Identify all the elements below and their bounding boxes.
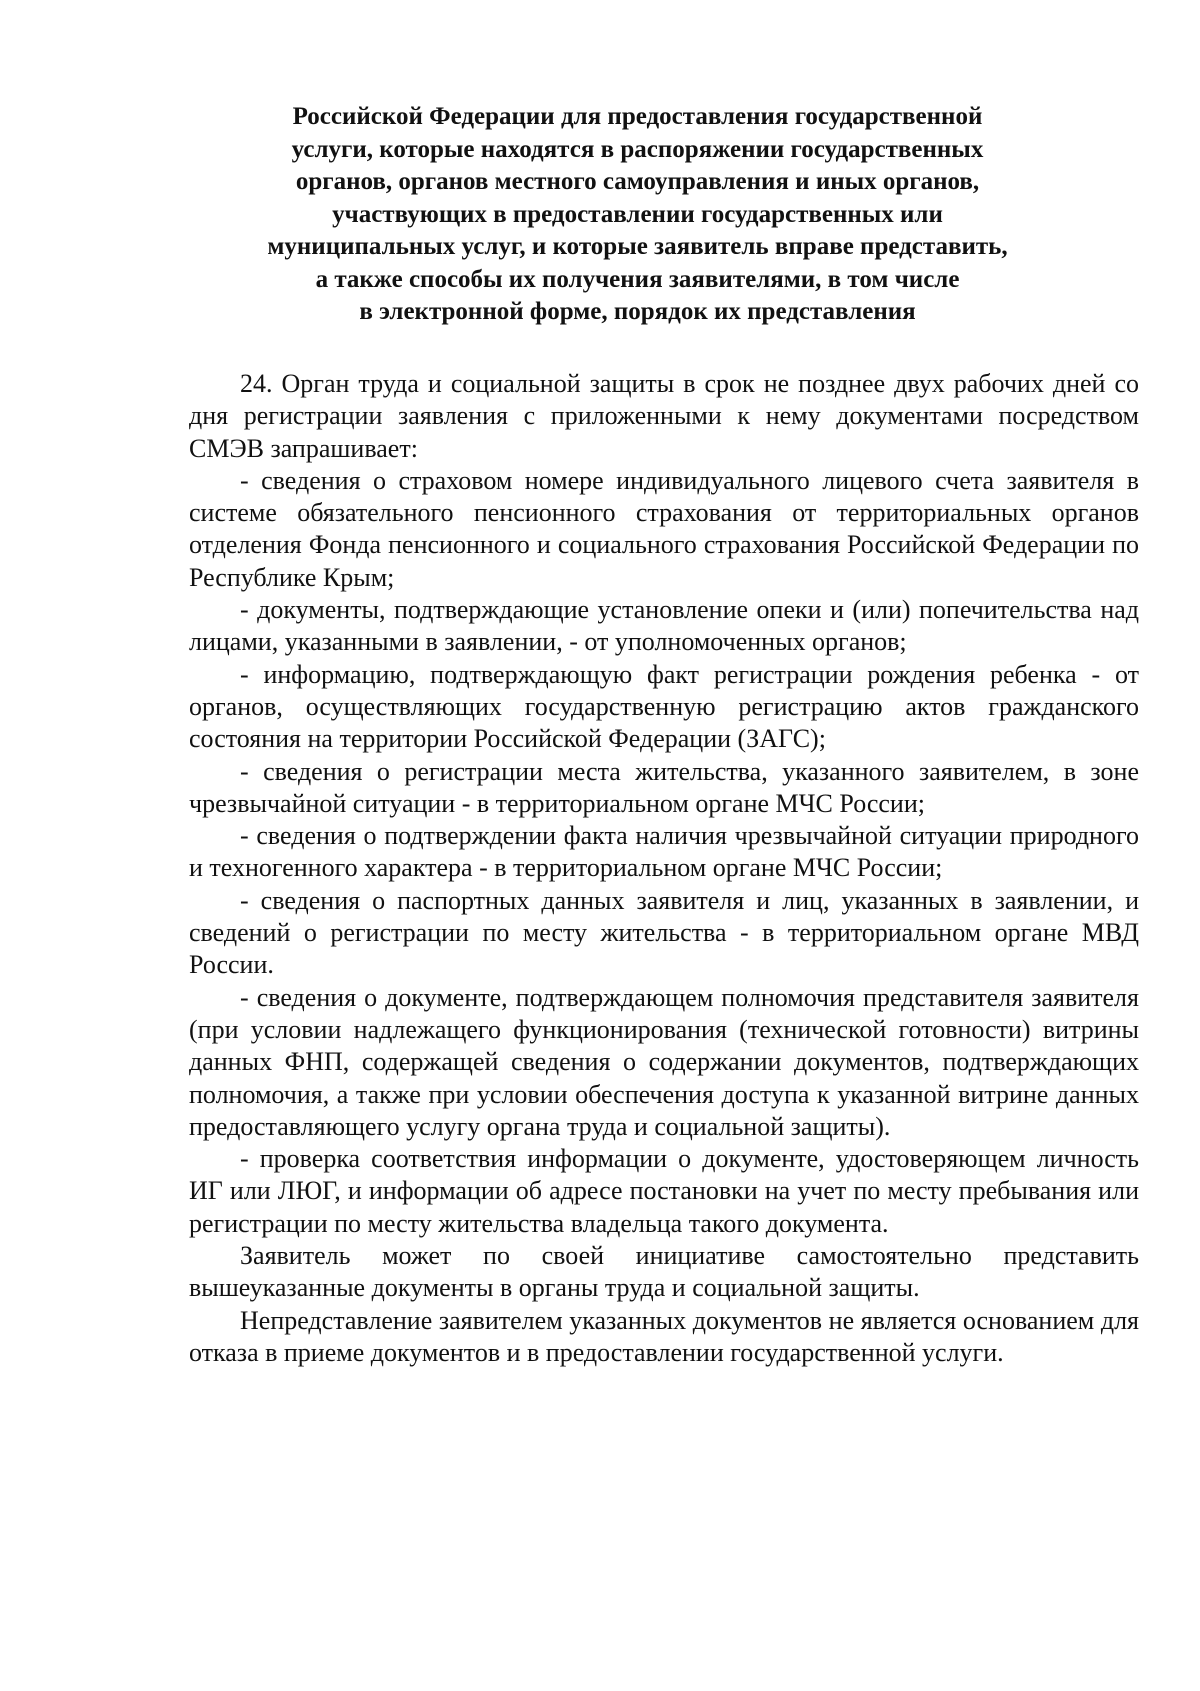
list-item-guardianship: - документы, подтверждающие установление опеки и (или) попечительства над лицами, указанными в заявлении, - от уполномоченных органов; (189, 595, 1139, 657)
list-item-residence-emergency-zone: - сведения о регистрации места жительства, указанного заявителем, в зоне чрезвычайной ситуации - в территориальном органе МЧС России; (189, 756, 1139, 818)
heading-line: Российской Федерации для предоставления государственной (292, 103, 983, 130)
heading-line: муниципальных услуг, и которые заявитель вправе представить, (267, 233, 1008, 260)
heading-line: в электронной форме, порядок их представления (359, 298, 916, 325)
document-body (189, 368, 1139, 1369)
heading-line: а также способы их получения заявителями, в том числе (315, 265, 960, 293)
list-item-snils: - сведения о страховом номере индивидуального лицевого счета заявителя в системе обязательного пенсионного страхования от территориальных органов отделения Фонда пенсионного и социального страхования Российской Федерации по Республике Крым; (189, 465, 1139, 592)
heading-line: услуги, которые находятся в распоряжении государственных (291, 135, 984, 163)
list-item-passport-data: - сведения о паспортных данных заявителя и лиц, указанных в заявлении, и сведений о регистрации по месту жительства - в территориальном органе МВД России. (189, 885, 1139, 980)
list-item-birth-registration: - информацию, подтверждающую факт регистрации рождения ребенка - от органов, осуществляющих государственную регистрацию актов гражданского состояния на территории Российской Федерации (ЗАГС); (189, 659, 1139, 754)
list-item-identity-check: - проверка соответствия информации о документе, удостоверяющем личность ИГ или ЛЮГ, и информации об адресе постановки на учет по месту пребывания или регистрации по месту жительства владельца такого документа. (189, 1144, 1139, 1238)
heading-line: участвующих в предоставлении государственных или (332, 200, 943, 228)
list-item-emergency-fact: - сведения о подтверждении факта наличия чрезвычайной ситуации природного и техногенного характера - в территориальном органе МЧС России; (189, 821, 1139, 883)
paragraph-item-24: 24. Орган труда и социальной защиты в срок не позднее двух рабочих дней со дня регистрации заявления с приложенными к нему документами посредством СМЭВ запрашивает: (189, 369, 1139, 463)
paragraph-own-initiative: Заявитель может по своей инициативе самостоятельно представить вышеуказанные документы в органы труда и социальной защиты. (189, 1241, 1139, 1303)
section-heading (200, 101, 1075, 329)
heading-line: органов, органов местного самоуправления и иных органов, (295, 168, 980, 195)
paragraph-non-submission: Непредставление заявителем указанных документов не является основанием для отказа в приеме документов и в предоставлении государственной услуги. (189, 1305, 1139, 1367)
list-item-representative-authority: - сведения о документе, подтверждающем полномочия представителя заявителя (при условии надлежащего функционирования (технической готовности) витрины данных ФНП, содержащей сведения о содержании документов, подтверждающих полномочия, а также при условии обеспечения доступа к указанной витрине данных предоставляющего услугу органа труда и социальной защиты). (189, 982, 1139, 1141)
